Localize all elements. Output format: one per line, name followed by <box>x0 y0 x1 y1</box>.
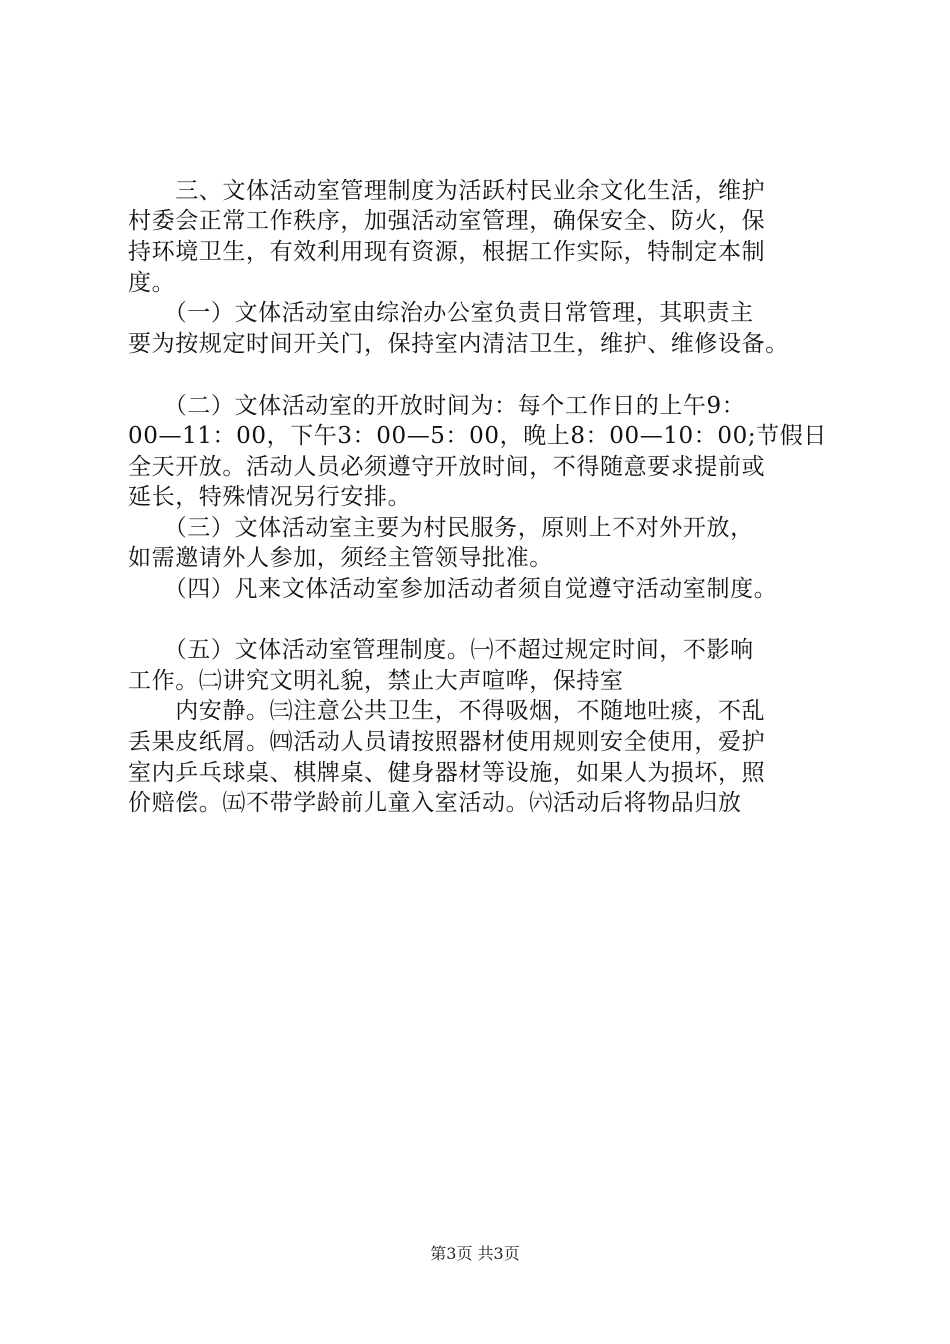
text-line-7: （二）文体活动室的开放时间为：每个工作日的上午9： <box>128 393 746 419</box>
text-line-2: 村委会正常工作秩序，加强活动室管理，确保安全、防火，保 <box>128 208 766 234</box>
text-line-17: 丢果皮纸屑。㈣活动人员请按照器材使用规则安全使用，爱护 <box>128 729 766 755</box>
text-line-1: 三、文体活动室管理制度为活跃村民业余文化生活，维护 <box>128 178 766 204</box>
text-line-9: 全天开放。活动人员必须遵守开放时间，不得随意要求提前或 <box>128 454 766 480</box>
text-line-16: 内安静。㈢注意公共卫生，不得吸烟，不随地吐痰，不乱 <box>128 698 766 724</box>
text-line-4: 度。 <box>128 270 176 296</box>
text-line-18: 室内乒乓球桌、棋牌桌、健身器材等设施，如果人为损坏，照 <box>128 760 766 786</box>
text-line-8: 00—11：00，下午3：00—5：00，晚上8：00—10：00;节假日 <box>128 423 827 449</box>
text-line-15: 工作。㈡讲究文明礼貌，禁止大声喧哗，保持室 <box>128 668 624 694</box>
text-line-12: 如需邀请外人参加，须经主管领导批准。 <box>128 545 553 571</box>
page-footer: 第3页 共3页 <box>430 1244 520 1263</box>
text-line-5: （一）文体活动室由综治办公室负责日常管理，其职责主 <box>128 300 754 326</box>
text-line-13: （四）凡来文体活动室参加活动者须自觉遵守活动室制度。 <box>128 576 778 602</box>
text-line-14: （五）文体活动室管理制度。㈠不超过规定时间，不影响 <box>128 637 754 663</box>
text-line-6: 要为按规定时间开关门，保持室内清洁卫生，维护、维修设备。 <box>128 331 789 357</box>
text-line-3: 持环境卫生，有效利用现有资源，根据工作实际，特制定本制 <box>128 239 766 265</box>
text-line-11: （三）文体活动室主要为村民服务，原则上不对外开放， <box>128 515 754 541</box>
text-line-10: 延长，特殊情况另行安排。 <box>128 484 412 510</box>
text-line-19: 价赔偿。㈤不带学龄前儿童入室活动。㈥活动后将物品归放 <box>128 790 742 816</box>
